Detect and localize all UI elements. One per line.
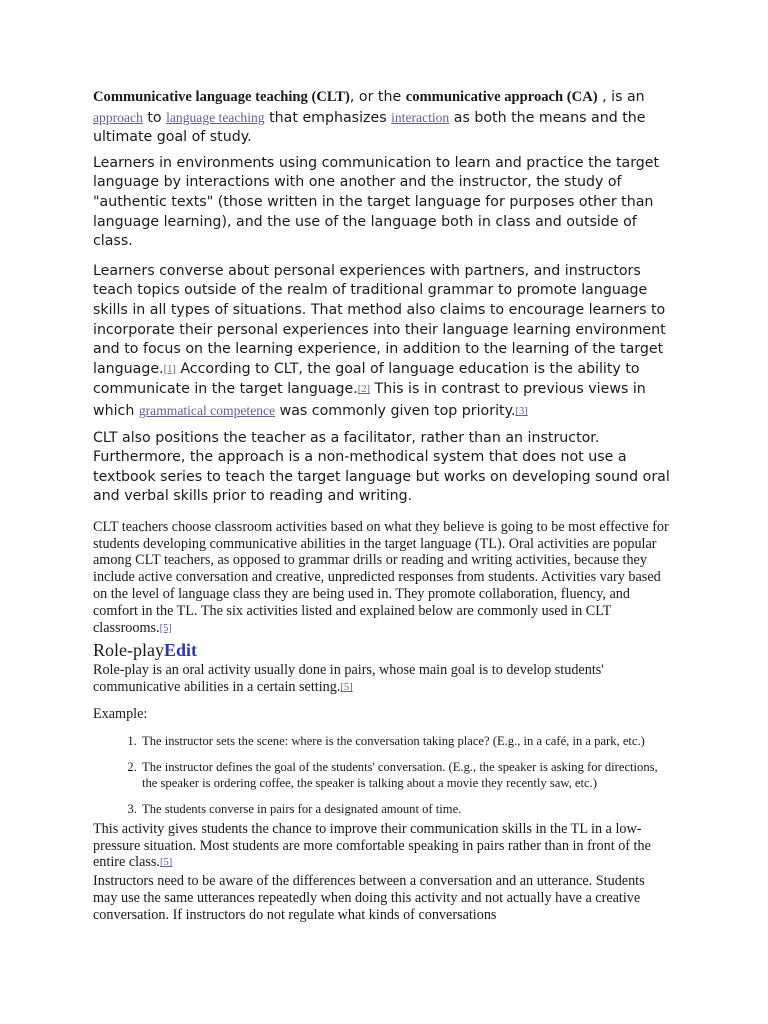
paragraph-learners-converse	[93, 262, 671, 423]
link-approach[interactable]: approach	[93, 109, 143, 125]
citation-5[interactable]: [5]	[159, 622, 172, 634]
citation-1[interactable]: [1]	[163, 363, 176, 375]
section-heading-text: Role-play	[93, 640, 164, 661]
para3-text: This is in contrast to previous views in which	[93, 381, 646, 419]
role-play-steps-list	[93, 733, 671, 817]
citation-5[interactable]: [5]	[340, 682, 353, 694]
intro-paragraph	[93, 88, 671, 148]
para6-text: Role-play is an oral activity usually done in pairs, whose main goal is to develop students' communicative abilities in a certain setting.	[93, 662, 604, 696]
intro-text: , or the	[349, 89, 406, 105]
article-body	[93, 88, 671, 924]
intro-text: , is an	[597, 89, 645, 105]
link-language-teaching[interactable]: language teaching	[166, 109, 265, 125]
link-grammatical-competence[interactable]: grammatical competence	[138, 402, 276, 418]
intro-text: that emphasizes	[264, 109, 392, 126]
paragraph-learners-environments: Learners in environments using communication to learn and practice the target language by interactions with one another and the instructor, the study of "authentic texts" (those written in the target language for purposes other than language learning), and the use of the language both in class and outside of class.	[93, 154, 660, 250]
paragraph-clt-activities	[93, 519, 671, 639]
para3-text: was commonly given top priority.	[275, 402, 516, 419]
paragraph-teacher-facilitator: CLT also positions the teacher as a facilitator, rather than an instructor. Furthermore, the approach is a non-methodical system that does not use a textbook series to teach the target language but works on developing sound oral and verbal skills prior to reading and writing.	[93, 429, 670, 505]
section-heading-role-play	[93, 638, 671, 662]
paragraph-role-play-definition	[93, 662, 671, 698]
para3-text: According to CLT, the goal of language education is the ability to communicate in the target language.	[93, 360, 640, 398]
term-clt: Communicative language teaching (CLT)	[93, 89, 350, 105]
para3-text: Learners converse about personal experiences with partners, and instructors teach topics outside of the realm of traditional grammar to promote language skills in all types of situations. That method also claims to encourage learners to incorporate their personal experiences into their language learning environment and to focus on the learning experience, in addition to the learning of the target language.	[93, 262, 666, 377]
citation-3[interactable]: [3]	[515, 405, 528, 417]
paragraph-activity-benefit	[93, 821, 671, 873]
list-item: 2. The instructor defines the goal of the students' conversation. (E.g., the speaker is asking for directions, the speaker is ordering coffee, the speaker is talking about a movie they recently saw, etc.)	[140, 759, 671, 791]
list-item: 1. The instructor sets the scene: where is the conversation taking place? (E.g., in a café, in a park, etc.)	[140, 733, 671, 749]
para5-text: CLT teachers choose classroom activities based on what they believe is going to be most effective for students developing communicative abilities in the target language (TL). Oral activities are popular among CLT teachers, as opposed to grammar drills or reading and writing activities, because they include active conversation and creative, unpredicted responses from students. Activities vary based on the level of language class they are being used in. They promote collaboration, fluency, and comfort in the TL. The six activities listed and explained below are commonly used in CLT classrooms.	[93, 518, 669, 636]
term-ca: communicative approach (CA)	[405, 89, 598, 105]
intro-text: as both the means and the ultimate goal of study.	[93, 109, 646, 146]
edit-link[interactable]: Edit	[163, 640, 197, 661]
citation-2[interactable]: [2]	[357, 384, 371, 396]
citation-5[interactable]: [5]	[159, 857, 173, 869]
intro-text: to	[142, 109, 167, 126]
link-interaction[interactable]: interaction	[391, 109, 450, 125]
paragraph-conversation-utterance: Instructors need to be aware of the differences between a conversation and an utterance. Students may use the same utterances repeatedly when doing this activity and not actually have a creative conversation. If instructors do not regulate what kinds of conversations	[93, 873, 645, 923]
para7-text: This activity gives students the chance to improve their communication skills in the TL in a low-pressure situation. Most students are more comfortable speaking in pairs rather than in front of the entire class.	[93, 820, 651, 871]
example-label: Example:	[93, 706, 148, 723]
list-item: 3. The students converse in pairs for a designated amount of time.	[140, 801, 671, 817]
